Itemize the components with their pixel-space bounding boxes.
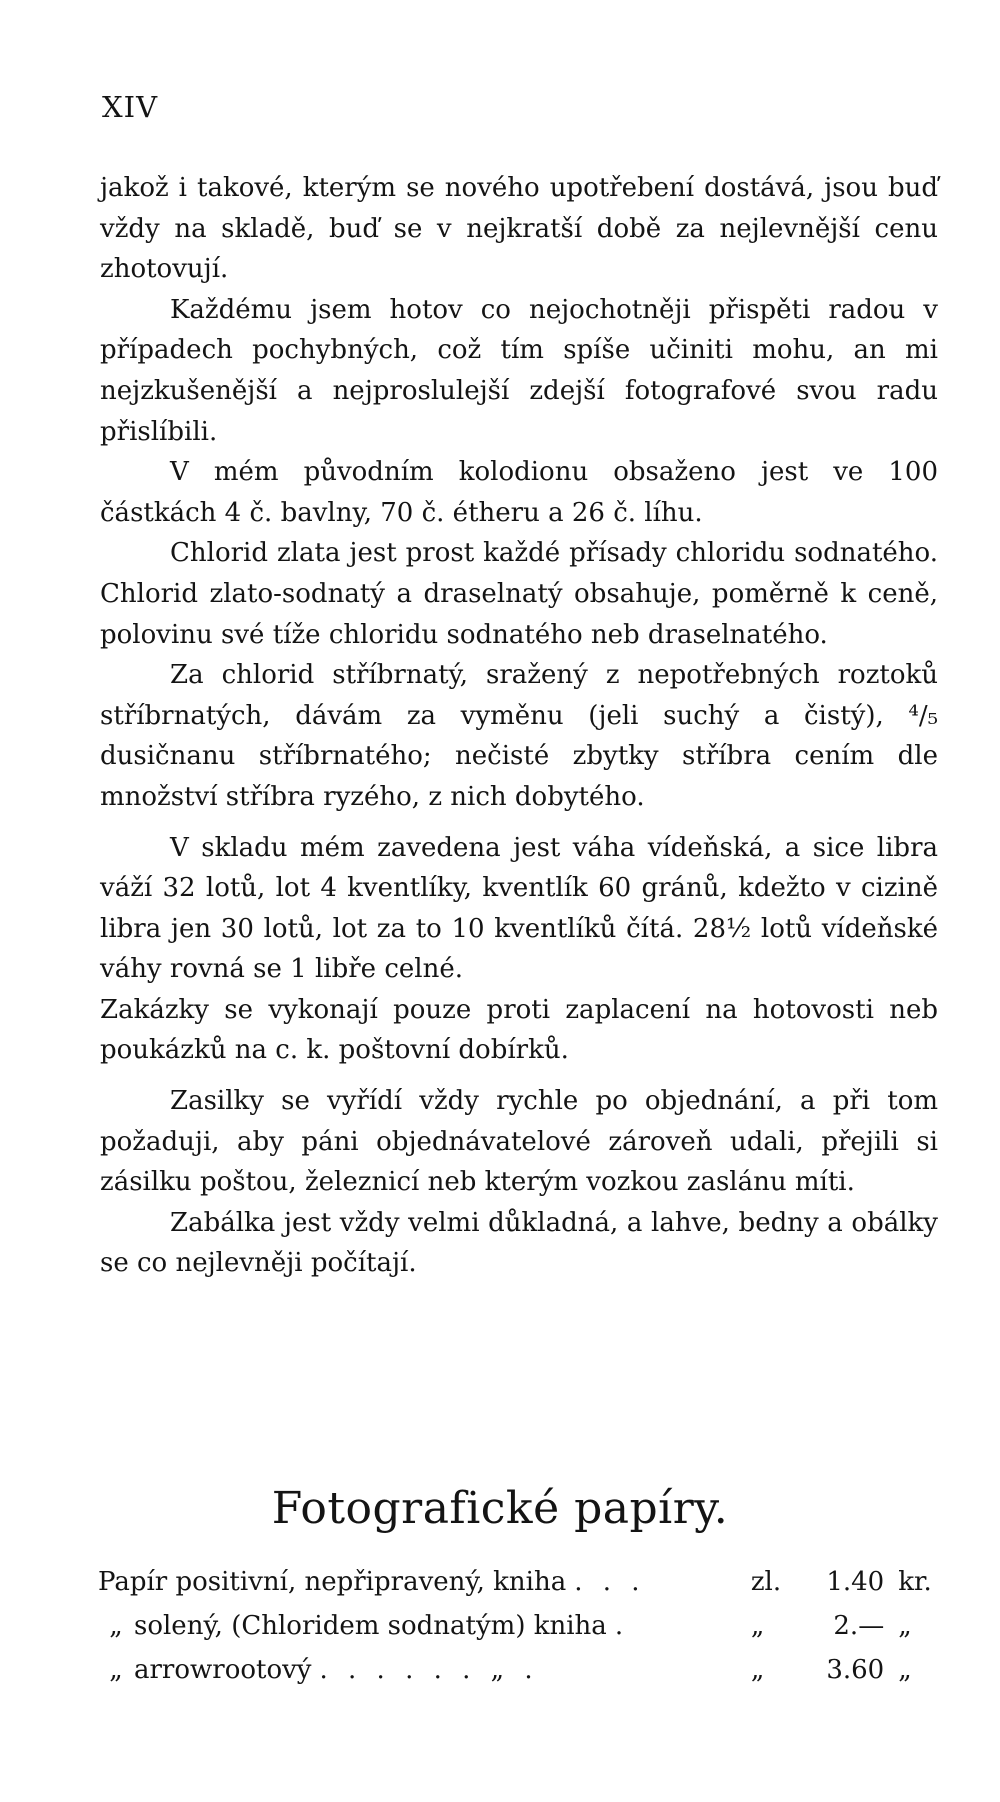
price-row-salted-paper	[98, 1611, 938, 1655]
price-list	[98, 1567, 938, 1699]
price-unit: „	[898, 1611, 912, 1641]
section-title: Fotografické papíry.	[271, 1483, 729, 1534]
price-row-positive-paper	[98, 1567, 938, 1611]
price-currency: „	[750, 1655, 765, 1685]
price-item-description	[98, 1567, 751, 1597]
price-currency: zl.	[750, 1567, 782, 1597]
paragraph-orders: Zakázky se vykonají pouze proti zaplacení na hotovosti neb poukázků na c. k. poštovní dobírků.	[100, 994, 938, 1066]
price-row-arrowroot-paper	[98, 1655, 938, 1699]
paragraph-collodion: V mém původním kolodionu obsaženo jest ve 100 částkách 4 č. bavlny, 70 č. étheru a 26 č. líhu.	[100, 457, 938, 528]
price-currency: „	[750, 1611, 765, 1641]
page-number: XIV	[102, 90, 159, 124]
leader-dots: .	[614, 1611, 630, 1641]
paragraph-packing: Zabálka jest vždy velmi důkladná, a lahve, bedny a obálky se co nejlevněji počítají.	[100, 1207, 938, 1279]
price-amount: 2.—	[833, 1611, 885, 1641]
price-unit: kr.	[898, 1567, 932, 1597]
paragraph-continuation: jakož i takové, kterým se nového upotřebení dostává, jsou buď vždy na skladě, buď se v nejkratší době za nejlevnější cenu zhotovují.	[100, 173, 938, 285]
price-amount: 1.40	[826, 1567, 885, 1597]
paragraph-silver-chloride: Za chlorid stříbrnatý, sražený z nepotřebných roztoků stříbrnatých, dávám za vyměnu (jeli suchý a čistý), ⁴/₅ dusičnanu stříbrnatého; nečisté zbytky stříbra cením dle množství stříbra ryzého, z nich dobytého.	[100, 660, 938, 812]
price-item-label: Papír positivní, nepřipravený, kniha	[98, 1567, 567, 1597]
body-text	[100, 168, 938, 1284]
price-item-description	[98, 1611, 751, 1641]
price-unit: „	[898, 1655, 912, 1685]
paragraph-weights: V skladu mém zavedena jest váha vídeňská, a sice libra váží 32 lotů, lot 4 kventlíky, kventlík 60 gránů, kdežto v cizině libra jen 30 lotů, lot za to 10 kventlíků čítá. 28½ lotů vídeňské váhy rovná se 1 libře celné.	[100, 832, 938, 985]
leader-dots: . . .	[574, 1567, 646, 1597]
ditto-mark: „	[109, 1611, 123, 1641]
price-item-label: solený, (Chloridem sodnatým) kniha	[134, 1611, 607, 1641]
price-amount: 3.60	[826, 1655, 885, 1685]
price-item-description	[98, 1655, 751, 1685]
ditto-mark: „	[109, 1655, 123, 1685]
paragraph-shipping: Zasilky se vyřídí vždy rychle po objednání, a při tom požaduji, aby páni objednávatelové zároveň udali, přejili si zásilku poštou, železnicí neb kterým vozkou zaslánu míti.	[100, 1086, 938, 1198]
paragraph-advice: Každému jsem hotov co nejochotněji přispěti radou v případech pochybných, což tím spíše učiniti mohu, an mi nejzkušenější a nejproslulejší zdejší fotografové svou radu přislíbili.	[100, 294, 938, 447]
paragraph-gold-chloride: Chlorid zlata jest prost každé přísady chloridu sodnatého. Chlorid zlato-sodnatý a draselnatý obsahuje, poměrně k ceně, polovinu své tíže chloridu sodnatého neb draselnatého.	[100, 538, 938, 650]
price-item-label: arrowrootový	[134, 1655, 312, 1685]
leader-dots: . . . . . . „ .	[319, 1655, 539, 1685]
